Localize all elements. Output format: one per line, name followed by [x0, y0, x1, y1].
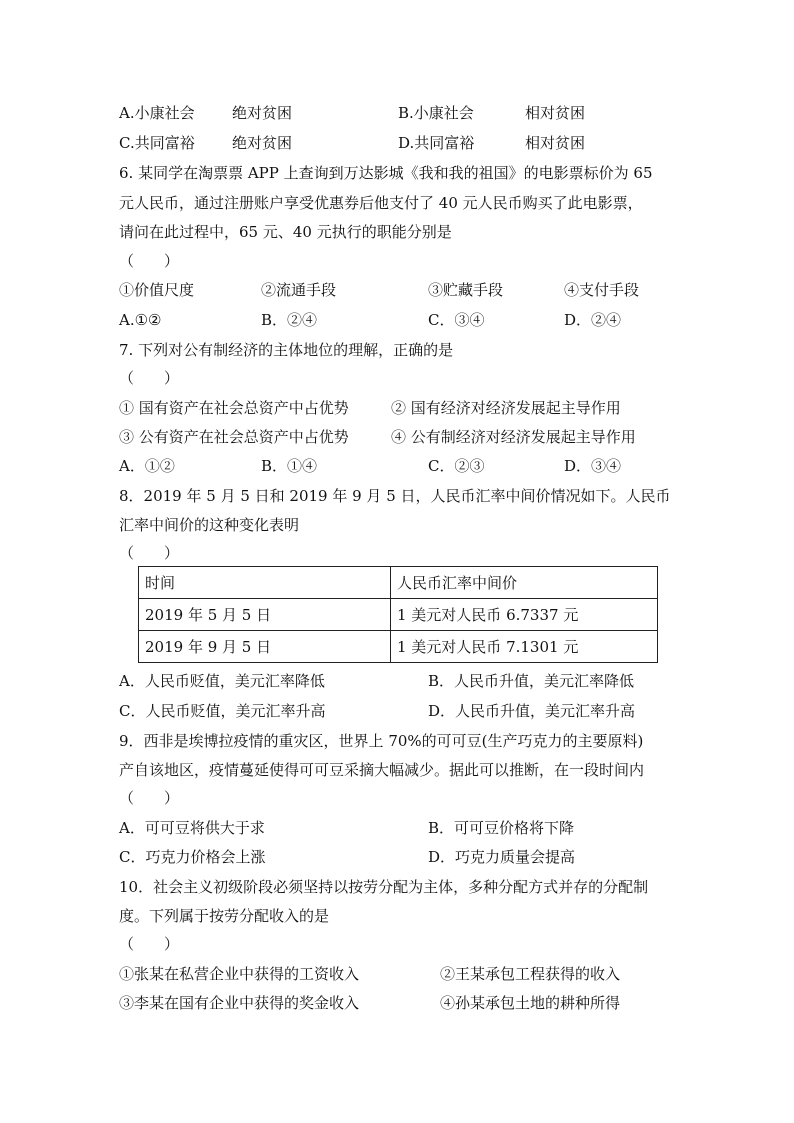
- answer-parentheses: （ ）: [119, 369, 180, 387]
- statement-3: ③李某在国有企业中获得的奖金收入: [119, 994, 360, 1012]
- option-a-right: 绝对贫困: [232, 104, 293, 122]
- option-d: D．②④: [564, 311, 622, 329]
- option-d-left: D.共同富裕: [398, 134, 475, 152]
- table-header-cell: 人民币汇率中间价: [391, 567, 658, 599]
- statement-2: ② 国有经济对经济发展起主导作用: [391, 399, 621, 417]
- question-text-line: 8．2019 年 5 月 5 日和 2019 年 9 月 5 日，人民币汇率中间价情况如下。人民币: [119, 487, 671, 505]
- answer-parentheses: （ ）: [119, 544, 180, 562]
- statement-2: ②王某承包工程获得的收入: [440, 965, 621, 983]
- table-cell: 2019 年 5 月 5 日: [139, 599, 391, 631]
- table-cell: 1 美元对人民币 7.1301 元: [391, 631, 658, 663]
- option-a-left: A.小康社会: [119, 104, 195, 122]
- option-c: C．③④: [428, 311, 485, 329]
- statement-1: ①价值尺度: [119, 281, 195, 299]
- table-header-cell: 时间: [139, 567, 391, 599]
- exchange-rate-table: [138, 566, 658, 663]
- answer-parentheses: （ ）: [119, 252, 180, 270]
- option-c: C．②③: [428, 457, 485, 475]
- option-b: B．可可豆价格将下降: [428, 819, 575, 837]
- table-row: [139, 631, 658, 663]
- option-b-left: B.小康社会: [398, 104, 474, 122]
- option-b-right: 相对贫困: [525, 104, 586, 122]
- option-c: C．巧克力价格会上涨: [119, 848, 266, 866]
- option-c-right: 绝对贫困: [232, 134, 293, 152]
- question-text-line: 汇率中间价的这种变化表明: [119, 516, 300, 534]
- option-a: A．人民币贬值，美元汇率降低: [119, 672, 325, 690]
- statement-4: ④孙某承包土地的耕种所得: [440, 994, 621, 1012]
- question-text-line: 7. 下列对公有制经济的主体地位的理解，正确的是: [119, 341, 454, 359]
- option-d-right: 相对贫困: [525, 134, 586, 152]
- option-a: A．①②: [119, 457, 175, 475]
- table-cell: 1 美元对人民币 6.7337 元: [391, 599, 658, 631]
- answer-parentheses: （ ）: [119, 935, 180, 953]
- table-cell: 2019 年 9 月 5 日: [139, 631, 391, 663]
- option-d: D．人民币升值，美元汇率升高: [428, 702, 636, 720]
- table-row: [139, 599, 658, 631]
- statement-4: ④ 公有制经济对经济发展起主导作用: [391, 428, 636, 446]
- question-text-line: 请问在此过程中，65 元、40 元执行的职能分别是: [119, 223, 452, 241]
- question-text-line: 度。下列属于按劳分配收入的是: [119, 907, 330, 925]
- option-a: A.①②: [119, 311, 162, 329]
- answer-parentheses: （ ）: [119, 789, 180, 807]
- option-c: C．人民币贬值，美元汇率升高: [119, 702, 326, 720]
- table-header-row: [139, 567, 658, 599]
- question-text-line: 元人民币，通过注册账户享受优惠券后他支付了 40 元人民币购买了此电影票，: [119, 194, 643, 212]
- option-b: B．①④: [261, 457, 318, 475]
- statement-3: ③ 公有资产在社会总资产中占优势: [119, 428, 349, 446]
- question-text-line: 6. 某同学在淘票票 APP 上查询到万达影城《我和我的祖国》的电影票标价为 65: [119, 164, 653, 182]
- statement-4: ④支付手段: [564, 281, 640, 299]
- option-a: A．可可豆将供大于求: [119, 819, 265, 837]
- option-d: D．巧克力质量会提高: [428, 848, 576, 866]
- statement-3: ③贮藏手段: [428, 281, 504, 299]
- option-b: B．人民币升值，美元汇率降低: [428, 672, 635, 690]
- option-b: B．②④: [261, 311, 318, 329]
- question-text-line: 产自该地区，疫情蔓延使得可可豆采摘大幅减少。据此可以推断，在一段时间内: [119, 761, 645, 779]
- question-text-line: 9．西非是埃博拉疫情的重灾区，世界上 70%的可可豆(生产巧克力的主要原料): [119, 732, 644, 750]
- option-d: D．③④: [564, 457, 622, 475]
- statement-1: ① 国有资产在社会总资产中占优势: [119, 399, 349, 417]
- question-text-line: 10．社会主义初级阶段必须坚持以按劳分配为主体，多种分配方式并存的分配制: [119, 878, 649, 896]
- statement-1: ①张某在私营企业中获得的工资收入: [119, 965, 360, 983]
- statement-2: ②流通手段: [261, 281, 337, 299]
- option-c-left: C.共同富裕: [119, 134, 195, 152]
